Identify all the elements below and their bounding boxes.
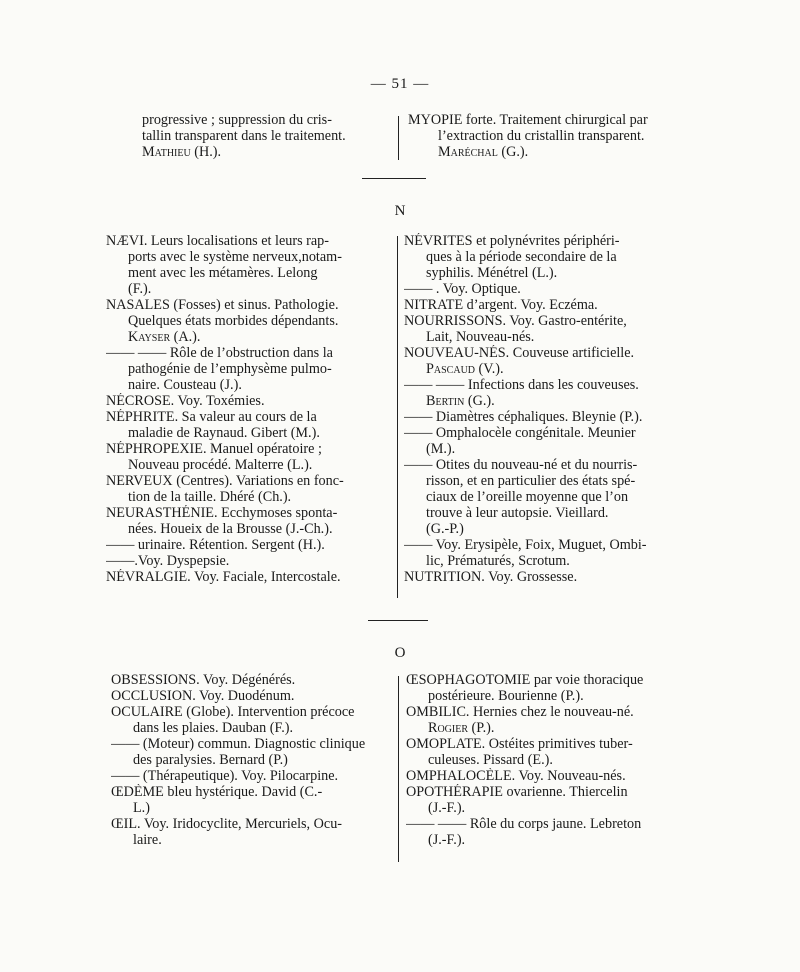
entry-line: risson, et en particulier des états spé-	[426, 473, 636, 489]
entry-line: Lait, Nouveau-nés.	[426, 329, 535, 345]
n-right-column	[404, 233, 686, 585]
entry-line: OBSESSIONS. Voy. Dégénérés.	[111, 672, 296, 688]
top-right-column	[408, 112, 683, 160]
entry-line: —— —— Rôle du corps jaune. Lebreton	[406, 816, 642, 832]
section-letter-n: N	[394, 203, 406, 219]
entry-line: syphilis. Ménétrel (L.).	[426, 265, 558, 281]
entry-line: ciaux de l’oreille moyenne que l’on	[426, 489, 629, 505]
entry-line: (J.-F.).	[428, 832, 466, 848]
author-line: Mathieu (H.).	[142, 144, 222, 160]
entry-line: dans les plaies. Dauban (F.).	[133, 720, 294, 736]
entry-line: NÉVRITES et polynévrites périphéri-	[404, 233, 620, 249]
entry-line: Quelques états morbides dépendants.	[128, 313, 339, 329]
entry-line: pathogénie de l’emphysème pulmo-	[128, 361, 332, 377]
entry-line: nées. Houeix de la Brousse (J.-Ch.).	[128, 521, 333, 537]
entry-line: OPOTHÉRAPIE ovarienne. Thiercelin	[406, 784, 628, 800]
entry-line: des paralysies. Bernard (P.)	[133, 752, 288, 768]
entry-line: NÉCROSE. Voy. Toxémies.	[106, 393, 265, 409]
entry-line: NOUVEAU-NÉS. Couveuse artificielle.	[404, 345, 635, 361]
column-divider	[398, 116, 399, 160]
entry-line: —— Otites du nouveau-né et du nourris-	[404, 457, 638, 473]
entry-line: OMPHALOCÈLE. Voy. Nouveau-nés.	[406, 768, 626, 784]
column-divider	[397, 236, 398, 598]
entry-line: —— (Moteur) commun. Diagnostic clinique	[111, 736, 366, 752]
entry-line: (F.).	[128, 281, 152, 297]
entry-line: maladie de Raynaud. Gibert (M.).	[128, 425, 320, 441]
o-right-column	[406, 672, 690, 848]
column-divider	[398, 676, 399, 862]
entry-line: Nouveau procédé. Malterre (L.).	[128, 457, 313, 473]
entry-line: —— Voy. Erysipèle, Foix, Muguet, Ombi-	[404, 537, 647, 553]
entry-line: —— . Voy. Optique.	[404, 281, 521, 297]
entry-line: naire. Cousteau (J.).	[128, 377, 242, 393]
n-left-column	[106, 233, 391, 585]
entry-line: —— Diamètres céphaliques. Bleynie (P.).	[404, 409, 643, 425]
text-line: l’extraction du cristallin transparent.	[438, 128, 645, 144]
entry-line: ques à la période secondaire de la	[426, 249, 617, 265]
entry-line: trouve à leur autopsie. Vieillard.	[426, 505, 609, 521]
entry-line: NÉPHROPEXIE. Manuel opératoire ;	[106, 441, 322, 457]
entry-line: culeuses. Pissard (E.).	[428, 752, 553, 768]
entry-line: Rogier (P.).	[428, 720, 495, 736]
entry-line: NÉPHRITE. Sa valeur au cours de la	[106, 409, 317, 425]
page-number: — 51 —	[370, 76, 430, 92]
entry-line: ment avec les métamères. Lelong	[128, 265, 318, 281]
section-rule	[368, 620, 428, 621]
entry-line: —— —— Infections dans les couveuses.	[404, 377, 639, 393]
entry-line: tion de la taille. Dhéré (Ch.).	[128, 489, 292, 505]
entry-line: (M.).	[426, 441, 456, 457]
entry-line: (G.-P.)	[426, 521, 464, 537]
o-left-column	[111, 672, 393, 848]
entry-line: —— Omphalocèle congénitale. Meunier	[404, 425, 636, 441]
entry-line: NÆVI. Leurs localisations et leurs rap-	[106, 233, 329, 249]
entry-line: NOURRISSONS. Voy. Gastro-entérite,	[404, 313, 627, 329]
section-letter-o: O	[394, 645, 406, 661]
entry-line: ports avec le système nerveux,notam-	[128, 249, 342, 265]
entry-line: lic, Prématurés, Scrotum.	[426, 553, 570, 569]
entry-line: Bertin (G.).	[426, 393, 495, 409]
entry-line: NERVEUX (Centres). Variations en fonc-	[106, 473, 344, 489]
entry-line: laire.	[133, 832, 162, 848]
entry-line: —— —— Rôle de l’obstruction dans la	[106, 345, 333, 361]
entry-line: NITRATE d’argent. Voy. Eczéma.	[404, 297, 598, 313]
section-rule	[362, 178, 426, 179]
entry-line: NÉVRALGIE. Voy. Faciale, Intercostale.	[106, 569, 341, 585]
entry-line: OMBILIC. Hernies chez le nouveau-né.	[406, 704, 634, 720]
entry-line: ——.Voy. Dyspepsie.	[106, 553, 230, 569]
author-line: Maréchal (G.).	[438, 144, 529, 160]
top-left-column	[142, 112, 387, 160]
entry-line: OCULAIRE (Globe). Intervention précoce	[111, 704, 355, 720]
entry-line: ŒDÈME bleu hystérique. David (C.-	[111, 784, 323, 800]
entry-line: OCCLUSION. Voy. Duodénum.	[111, 688, 295, 704]
text-line: progressive ; suppression du cris-	[142, 112, 332, 128]
text-line: MYOPIE forte. Traitement chirurgical par	[408, 112, 648, 128]
entry-line: NEURASTHÉNIE. Ecchymoses sponta-	[106, 505, 338, 521]
entry-line: Pascaud (V.).	[426, 361, 504, 377]
text-line: tallin transparent dans le traitement.	[142, 128, 346, 144]
entry-line: NUTRITION. Voy. Grossesse.	[404, 569, 578, 585]
entry-line: postérieure. Bourienne (P.).	[428, 688, 584, 704]
entry-line: ŒSOPHAGOTOMIE par voie thoracique	[406, 672, 644, 688]
entry-line: (J.-F.).	[428, 800, 466, 816]
entry-line: —— (Thérapeutique). Voy. Pilocarpine.	[111, 768, 339, 784]
entry-line: —— urinaire. Rétention. Sergent (H.).	[106, 537, 325, 553]
entry-line: NASALES (Fosses) et sinus. Pathologie.	[106, 297, 339, 313]
entry-line: OMOPLATE. Ostéites primitives tuber-	[406, 736, 633, 752]
entry-line: ŒIL. Voy. Iridocyclite, Mercuriels, Ocu-	[111, 816, 343, 832]
entry-line: L.)	[133, 800, 150, 816]
entry-line: Kayser (A.).	[128, 329, 201, 345]
